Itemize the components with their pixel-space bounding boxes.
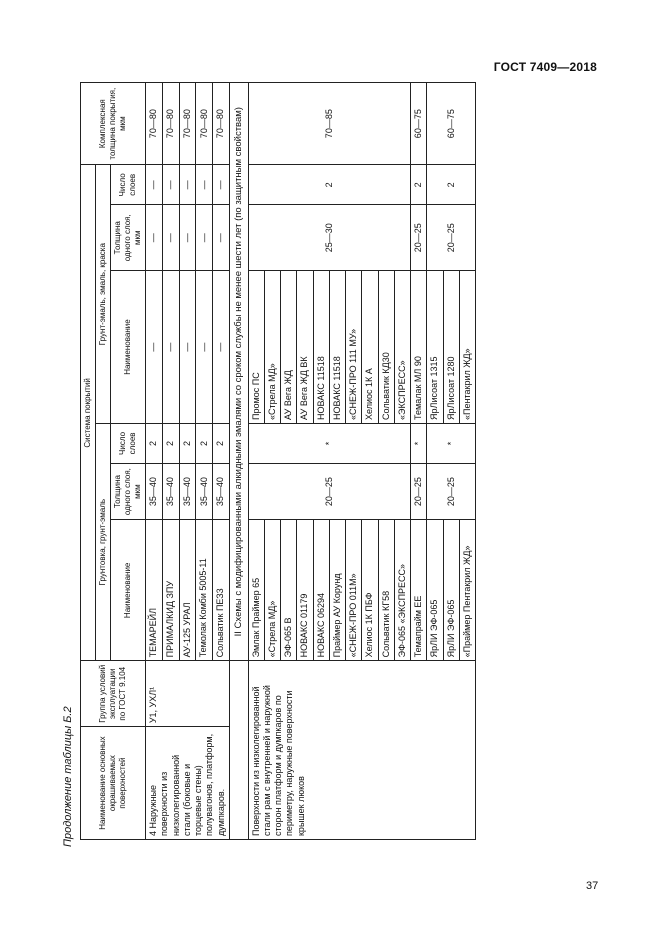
complex-thickness: 70—80 (196, 83, 213, 165)
enamel-thickness: 20—25 (411, 205, 427, 271)
enamel-name: Хелиос 1К А (362, 271, 378, 424)
enamel-layers: — (213, 165, 230, 205)
primer-name: «СНЕЖ-ПРО 011М» (346, 520, 362, 661)
enamel-name: — (146, 271, 163, 424)
primer-name: Сольватик ПЕЗ3 (213, 520, 230, 661)
primer-name: «Праймер Пентакрил ЖД» (459, 520, 475, 661)
primer-layers: 2 (213, 423, 230, 463)
primer-thickness: 35—40 (162, 463, 179, 519)
enamel-name: «СНЕЖ-ПРО 111 МУ» (346, 271, 362, 424)
complex-thickness: 60—75 (427, 83, 476, 165)
primer-name: НОВАКС 06294 (313, 520, 329, 661)
primer-name: Эмлак Праймер 65 (248, 520, 264, 661)
primer-thickness: 35—40 (146, 463, 163, 519)
enamel-name: Темалак МЛ 90 (411, 271, 427, 424)
rotated-table-wrapper (80, 82, 600, 840)
complex-thickness: 70—80 (213, 83, 230, 165)
col-enamel-thickness: Толщина одного слоя, мкм (111, 205, 146, 271)
enamel-thickness: — (196, 205, 213, 271)
primer-layers: * (411, 423, 427, 463)
enamel-name: «ЭКСПРЕСС» (394, 271, 410, 424)
enamel-layers: 2 (411, 165, 427, 205)
table-row (248, 83, 264, 840)
enamel-name: — (179, 271, 196, 424)
col-primer-thickness: Толщина одного слоя, мкм (111, 463, 146, 519)
primer-thickness: 20—25 (248, 463, 411, 519)
col-primer-layers: Число слоев (111, 423, 146, 463)
page-number: 37 (586, 880, 599, 892)
primer-name: «Стрела МД» (264, 520, 280, 661)
enamel-name: Промос ПС (248, 271, 264, 424)
enamel-layers: — (179, 165, 196, 205)
col-group: Группа условий эксплуатации по ГОСТ 9.104 (81, 661, 146, 727)
primer-layers: * (248, 423, 411, 463)
enamel-layers: 2 (248, 165, 411, 205)
primer-layers: 2 (179, 423, 196, 463)
enamel-name: АУ Вега ЖД (281, 271, 297, 424)
enamel-thickness: 25—30 (248, 205, 411, 271)
col-enamel-name: Наименование (111, 271, 146, 424)
enamel-thickness: 20—25 (427, 205, 476, 271)
enamel-thickness: — (179, 205, 196, 271)
enamel-name: НОВАКС 11518 (329, 271, 345, 424)
enamel-layers: — (162, 165, 179, 205)
primer-thickness: 20—25 (411, 463, 427, 519)
primer-thickness: 35—40 (179, 463, 196, 519)
complex-thickness: 70—80 (162, 83, 179, 165)
col-enamel-layers: Число слоев (111, 165, 146, 205)
primer-layers: * (427, 423, 476, 463)
enamel-name: ЯрЛисоат 1315 (427, 271, 443, 424)
page-header-standard: ГОСТ 7409—2018 (493, 60, 597, 74)
primer-thickness: 20—25 (427, 463, 476, 519)
enamel-name: ЯрЛисоат 1280 (443, 271, 459, 424)
complex-thickness: 70—80 (146, 83, 163, 165)
primer-name: ЯрЛИ ЭФ-065 (427, 520, 443, 661)
primer-layers: 2 (146, 423, 163, 463)
primer-name: Темолак Комби 5005-11 (196, 520, 213, 661)
complex-thickness: 70—85 (248, 83, 411, 165)
primer-name: АУ-125 УРАЛ (179, 520, 196, 661)
complex-thickness: 60—75 (411, 83, 427, 165)
col-system: Система покрытий (81, 165, 96, 661)
primer-thickness: 35—40 (196, 463, 213, 519)
primer-name: ТЕМАРЕЙЛ (146, 520, 163, 661)
primer-name: Темапрайм ЕЕ (411, 520, 427, 661)
primer-name: ЭФ-065 В (281, 520, 297, 661)
col-primer-name: Наименование (111, 520, 146, 661)
primer-name: ЭФ-065 «ЭКСПРЕСС» (394, 520, 410, 661)
enamel-name: — (213, 271, 230, 424)
section1-surface: 4 Наружные поверхности из низколегированной стали (бокoвые и торцевые стены) полувагонов, платформ, думпкаров. (146, 727, 230, 840)
enamel-name: — (162, 271, 179, 424)
enamel-name: «Пентакрил ЖД» (459, 271, 475, 424)
enamel-thickness: — (146, 205, 163, 271)
col-enamel-group: Грунт-эмаль, эмаль, краска (96, 165, 111, 424)
primer-name: ЯрЛИ ЭФ-065 (443, 520, 459, 661)
enamel-name: НОВАКС 11518 (313, 271, 329, 424)
enamel-layers: 2 (427, 165, 476, 205)
primer-name: Хелиос 1К ПБФ (362, 520, 378, 661)
table-row (229, 83, 248, 840)
enamel-name: «Стрела МД» (264, 271, 280, 424)
enamel-thickness: — (162, 205, 179, 271)
section2-surface: Поверхности из низколегированной стали рам с внутренней и наружной сторон платформ и думпкаров по периметру, наружные поверхности крышек люков (248, 661, 476, 840)
col-complex: Комплексная толщина покрытия, мкм (81, 83, 146, 165)
primer-name: НОВАКС 01179 (297, 520, 313, 661)
coating-systems-table (80, 82, 476, 840)
section2-title: II Схемы с модифицированными алкидными эмалями со сроком службы не менее шести лет (по защитным свойствам) (229, 83, 248, 661)
col-surface: Наименование основных окрашиваемых поверхностей (81, 727, 146, 840)
primer-thickness: 35—40 (213, 463, 230, 519)
primer-name: Сольватик КГ58 (378, 520, 394, 661)
primer-layers: 2 (162, 423, 179, 463)
continuation-label: Продолжение таблицы Б.2 (62, 706, 74, 847)
enamel-layers: — (146, 165, 163, 205)
primer-name: ПРИМАЛКИД ЗПУ (162, 520, 179, 661)
primer-layers: 2 (196, 423, 213, 463)
primer-name: Праймер АУ Корунд (329, 520, 345, 661)
section1-group: У1, УХЛ¹ (146, 661, 230, 727)
enamel-name: АУ Вега ЖД ВК (297, 271, 313, 424)
enamel-thickness: — (213, 205, 230, 271)
table-row (146, 83, 163, 840)
complex-thickness: 70—80 (179, 83, 196, 165)
enamel-name: — (196, 271, 213, 424)
col-primer-group: Грунтовка, грунт-эмаль (96, 423, 111, 660)
enamel-layers: — (196, 165, 213, 205)
enamel-name: Сольватик КД30 (378, 271, 394, 424)
